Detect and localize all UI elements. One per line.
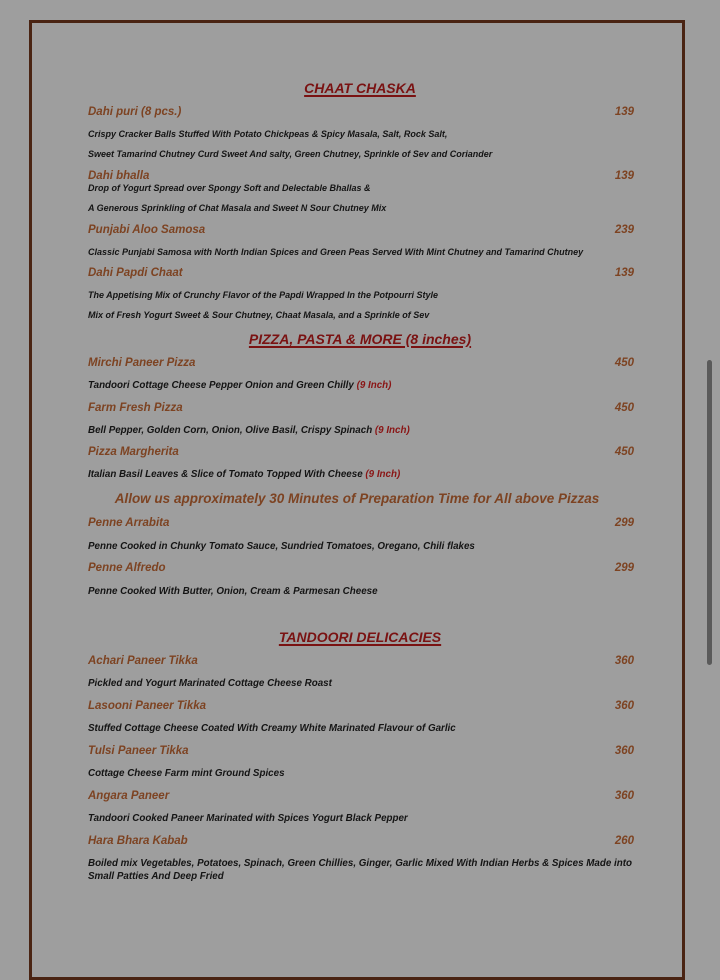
item-desc-row xyxy=(88,469,400,480)
section-heading-tandoori-delicacies: TANDOORI DELICACIES xyxy=(278,629,442,645)
vertical-scrollbar[interactable] xyxy=(707,360,712,665)
item-desc: Cottage Cheese Farm mint Ground Spices xyxy=(88,768,285,779)
item-price-dahi-papdi-chaat: 139 xyxy=(614,267,634,279)
item-price-penne-alfredo: 299 xyxy=(614,562,634,574)
item-name-pizza-margherita: Pizza Margherita xyxy=(88,446,179,458)
item-desc: Classic Punjabi Samosa with North Indian Spices and Green Peas Served With Mint Chutney and Tamarind Chutney xyxy=(88,247,584,257)
item-name-achari-paneer-tikka: Achari Paneer Tikka xyxy=(88,655,198,667)
item-price-pizza-margherita: 450 xyxy=(614,446,634,458)
item-desc: Crispy Cracker Balls Stuffed With Potato Chickpeas & Spicy Masala, Salt, Rock Salt, xyxy=(88,129,448,139)
item-name-penne-alfredo: Penne Alfredo xyxy=(88,562,166,574)
item-desc: Sweet Tamarind Chutney Curd Sweet And salty, Green Chutney, Sprinkle of Sev and Coriander xyxy=(88,149,493,159)
item-price-hara-bhara-kabab: 260 xyxy=(614,835,634,847)
item-price-punjabi-aloo-samosa: 239 xyxy=(614,224,634,236)
item-name-lasooni-paneer-tikka: Lasooni Paneer Tikka xyxy=(88,700,207,712)
item-name-tulsi-paneer-tikka: Tulsi Paneer Tikka xyxy=(88,745,189,757)
item-desc: Tandoori Cottage Cheese Pepper Onion and Green Chilly xyxy=(88,380,354,391)
item-name-mirchi-paneer-pizza: Mirchi Paneer Pizza xyxy=(88,357,196,369)
item-price-dahi-puri: 139 xyxy=(614,106,634,118)
item-desc: Pickled and Yogurt Marinated Cottage Cheese Roast xyxy=(88,678,332,689)
item-desc-row xyxy=(88,425,410,436)
section-heading-chaat-chaska: CHAAT CHASKA xyxy=(304,80,416,96)
item-desc-row xyxy=(88,380,391,391)
item-desc: Boiled mix Vegetables, Potatoes, Spinach, Green Chillies, Ginger, Garlic Mixed With Indian Herbs & Spices Made into Small Patties And Deep Fried xyxy=(88,858,632,882)
item-name-dahi-papdi-chaat: Dahi Papdi Chaat xyxy=(88,267,183,279)
item-desc: A Generous Sprinkling of Chat Masala and Sweet N Sour Chutney Mix xyxy=(88,203,387,213)
item-name-penne-arrabita: Penne Arrabita xyxy=(88,517,170,529)
item-name-dahi-puri: Dahi puri (8 pcs.) xyxy=(88,106,182,118)
size-note: (9 Inch) xyxy=(365,469,401,480)
item-price-achari-paneer-tikka: 360 xyxy=(614,655,634,667)
item-desc: Penne Cooked With Butter, Onion, Cream & Parmesan Cheese xyxy=(88,586,378,597)
item-price-angara-paneer: 360 xyxy=(614,790,634,802)
preparation-time-notice: Allow us approximately 30 Minutes of Preparation Time for All above Pizzas xyxy=(114,491,600,506)
item-price-lasooni-paneer-tikka: 360 xyxy=(614,700,634,712)
item-desc: Tandoori Cooked Paneer Marinated with Spices Yogurt Black Pepper xyxy=(88,813,408,824)
item-price-penne-arrabita: 299 xyxy=(614,517,634,529)
item-price-mirchi-paneer-pizza: 450 xyxy=(614,357,634,369)
item-price-dahi-bhalla: 139 xyxy=(614,170,634,182)
item-price-farm-fresh-pizza: 450 xyxy=(614,402,634,414)
item-desc: Stuffed Cottage Cheese Coated With Creamy White Marinated Flavour of Garlic xyxy=(88,723,456,734)
item-name-angara-paneer: Angara Paneer xyxy=(88,790,170,802)
item-desc: Drop of Yogurt Spread over Spongy Soft and Delectable Bhallas & xyxy=(88,183,371,193)
size-note: (9 Inch) xyxy=(356,380,392,391)
item-desc: The Appetising Mix of Crunchy Flavor of the Papdi Wrapped In the Potpourri Style xyxy=(88,290,439,300)
item-desc: Bell Pepper, Golden Corn, Onion, Olive Basil, Crispy Spinach xyxy=(88,425,373,436)
item-name-punjabi-aloo-samosa: Punjabi Aloo Samosa xyxy=(88,224,206,236)
item-desc: Italian Basil Leaves & Slice of Tomato Topped With Cheese xyxy=(88,469,363,480)
section-heading-pizza-pasta: PIZZA, PASTA & MORE (8 inches) xyxy=(248,331,472,347)
size-note: (9 Inch) xyxy=(374,425,410,436)
item-name-farm-fresh-pizza: Farm Fresh Pizza xyxy=(88,402,183,414)
item-desc: Mix of Fresh Yogurt Sweet & Sour Chutney, Chaat Masala, and a Sprinkle of Sev xyxy=(88,310,430,320)
item-price-tulsi-paneer-tikka: 360 xyxy=(614,745,634,757)
item-desc: Penne Cooked in Chunky Tomato Sauce, Sundried Tomatoes, Oregano, Chili flakes xyxy=(88,541,475,552)
item-name-hara-bhara-kabab: Hara Bhara Kabab xyxy=(88,835,188,847)
item-name-dahi-bhalla: Dahi bhalla xyxy=(88,170,150,182)
